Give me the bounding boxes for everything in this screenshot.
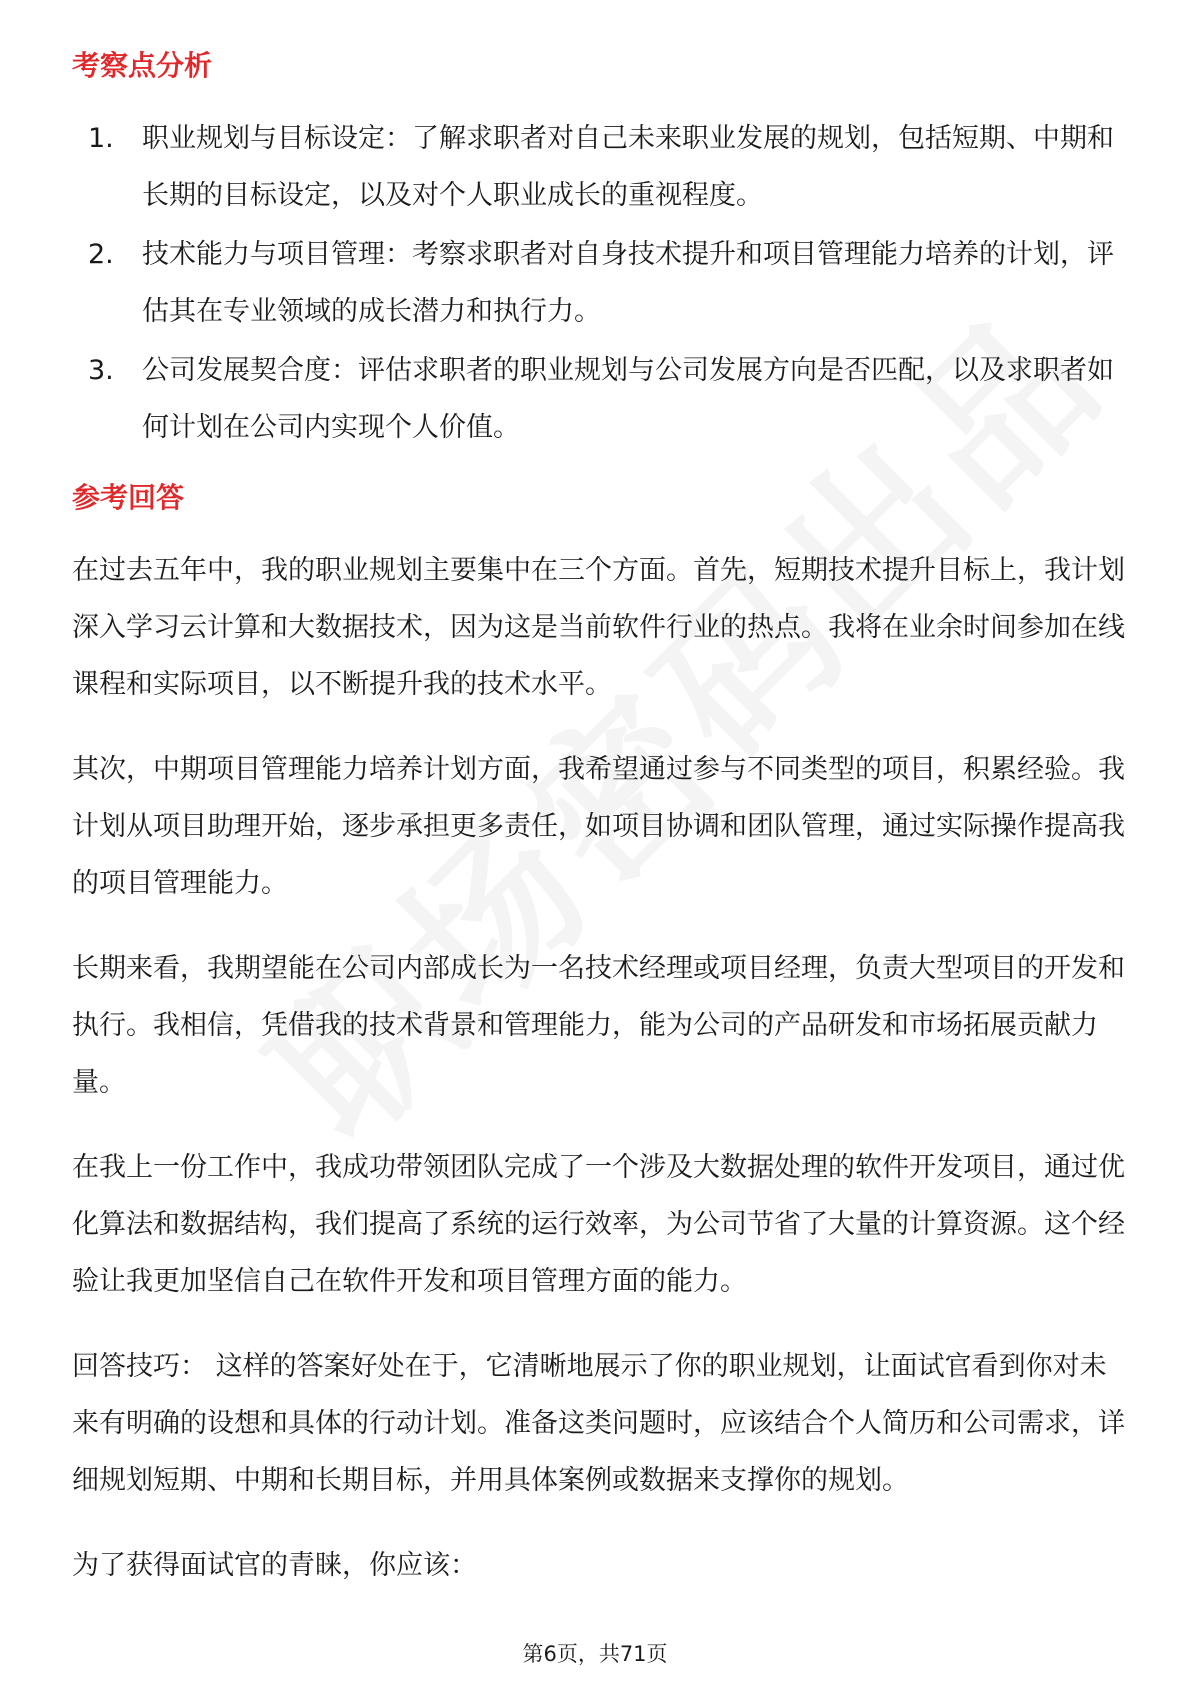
page-number: 第6页，共71页 [522,1642,668,1666]
list-item-number: 2. [88,239,114,270]
list-item-text: 技术能力与项目管理：考察求职者对自身技术提升和项目管理能力培养的计划，评估其在专业领域的成长潜力和执行力。 [142,239,1114,327]
list-item-number: 1. [88,123,114,154]
analysis-list [72,110,1132,456]
list-item [72,342,1132,456]
answer-heading: 参考回答 [72,481,185,514]
answer-paragraph: 在过去五年中，我的职业规划主要集中在三个方面。首先，短期技术提升目标上，我计划深入学习云计算和大数据技术，因为这是当前软件行业的热点。我将在业余时间参加在线课程和实际项目，以不断提升我的技术水平。 [72,555,1125,700]
list-item-text: 公司发展契合度：评估求职者的职业规划与公司发展方向是否匹配，以及求职者如何计划在公司内实现个人价值。 [142,355,1114,443]
list-item [72,226,1132,340]
answer-paragraph: 在我上一份工作中，我成功带领团队完成了一个涉及大数据处理的软件开发项目，通过优化算法和数据结构，我们提高了系统的运行效率，为公司节省了大量的计算资源。这个经验让我更加坚信自己在软件开发和项目管理方面的能力。 [72,1152,1125,1297]
list-item [72,110,1132,224]
list-item-number: 3. [88,355,114,386]
analysis-heading: 考察点分析 [72,49,213,82]
answer-tips-paragraph: 回答技巧： 这样的答案好处在于，它清晰地展示了你的职业规划，让面试官看到你对未来有明确的设想和具体的行动计划。准备这类问题时，应该结合个人简历和公司需求，详细规划短期、中期和长期目标，并用具体案例或数据来支撑你的规划。 [72,1351,1125,1496]
answer-paragraph: 长期来看，我期望能在公司内部成长为一名技术经理或项目经理，负责大型项目的开发和执行。我相信，凭借我的技术背景和管理能力，能为公司的产品研发和市场拓展贡献力量。 [72,953,1125,1098]
list-item-text: 职业规划与目标设定：了解求职者对自己未来职业发展的规划，包括短期、中期和长期的目标设定，以及对个人职业成长的重视程度。 [142,123,1114,211]
answer-paragraph: 为了获得面试官的青睐，你应该： [72,1550,477,1581]
document-body [72,46,1132,1594]
answer-paragraph: 其次，中期项目管理能力培养计划方面，我希望通过参与不同类型的项目，积累经验。我计划从项目助理开始，逐步承担更多责任，如项目协调和团队管理，通过实际操作提高我的项目管理能力。 [72,754,1125,899]
